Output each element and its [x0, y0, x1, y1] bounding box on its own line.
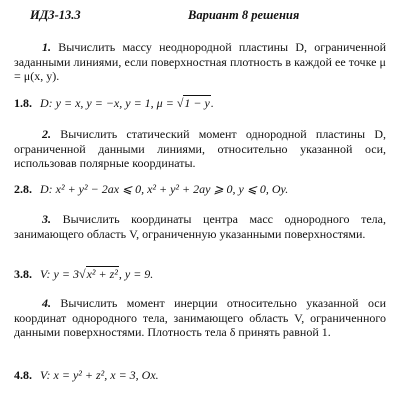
task-1-text: Вычислить массу неоднородной пластины D, ограниченной заданными линиями, если поверхностная плотность в каждой ее точке μ = μ(x, y).	[14, 40, 386, 84]
task-4-text: Вычислить момент инерции относительно указанной оси координат однородного тела, занимающего область V, ограниченного данными поверхностями. Плотность тела δ принять равной 1.	[14, 296, 387, 340]
task-1-formula-label: 1.8.	[14, 96, 32, 110]
variant-title: Вариант 8 решения	[188, 8, 300, 22]
task-2-number: 2.	[42, 127, 51, 141]
task-1-formula	[14, 95, 386, 111]
task-3-statement	[14, 212, 386, 241]
task-3-number: 3.	[42, 212, 51, 226]
task-2-formula-text: D: x² + y² − 2ax ⩽ 0, x² + y² + 2ay ⩾ 0, y ⩽ 0, Oy.	[40, 182, 289, 196]
task-2-formula	[14, 181, 386, 197]
task-4-formula	[14, 367, 386, 383]
task-3-formula	[14, 266, 386, 282]
task-3-formula-suffix: , y = 9.	[118, 267, 154, 281]
task-1-statement	[14, 40, 386, 84]
task-2-statement	[14, 127, 386, 171]
task-3-formula-prefix: V: y = 3	[40, 267, 79, 281]
task-2-formula-label: 2.8.	[14, 182, 32, 196]
page-header	[30, 8, 380, 24]
task-1-sqrt-radicand: 1 − y	[184, 96, 210, 110]
task-4-formula-label: 4.8.	[14, 368, 32, 382]
task-2-text: Вычислить статический момент однородной пластины D, ограниченной данными линиями, относительно указанной оси, использовав полярные координаты.	[14, 127, 387, 171]
task-1-number: 1.	[42, 40, 51, 54]
task-1-formula-prefix: D: y = x, y = −x, y = 1, μ =	[40, 96, 177, 110]
assignment-code: ИДЗ-13.3	[30, 8, 81, 22]
task-4-statement	[14, 296, 386, 340]
task-3-formula-label: 3.8.	[14, 267, 32, 281]
task-3-text: Вычислить координаты центра масс однородного тела, занимающего область V, ограниченную указанными поверхностями.	[14, 212, 387, 241]
task-1-formula-suffix: .	[210, 96, 214, 110]
task-4-formula-text: V: x = y² + z², x = 3, Ox.	[40, 368, 159, 382]
task-3-sqrt: √x² + z²	[78, 267, 118, 281]
task-3-sqrt-radicand: x² + z²	[86, 267, 118, 281]
task-1-sqrt: √1 − y	[176, 96, 210, 110]
task-4-number: 4.	[42, 296, 51, 310]
